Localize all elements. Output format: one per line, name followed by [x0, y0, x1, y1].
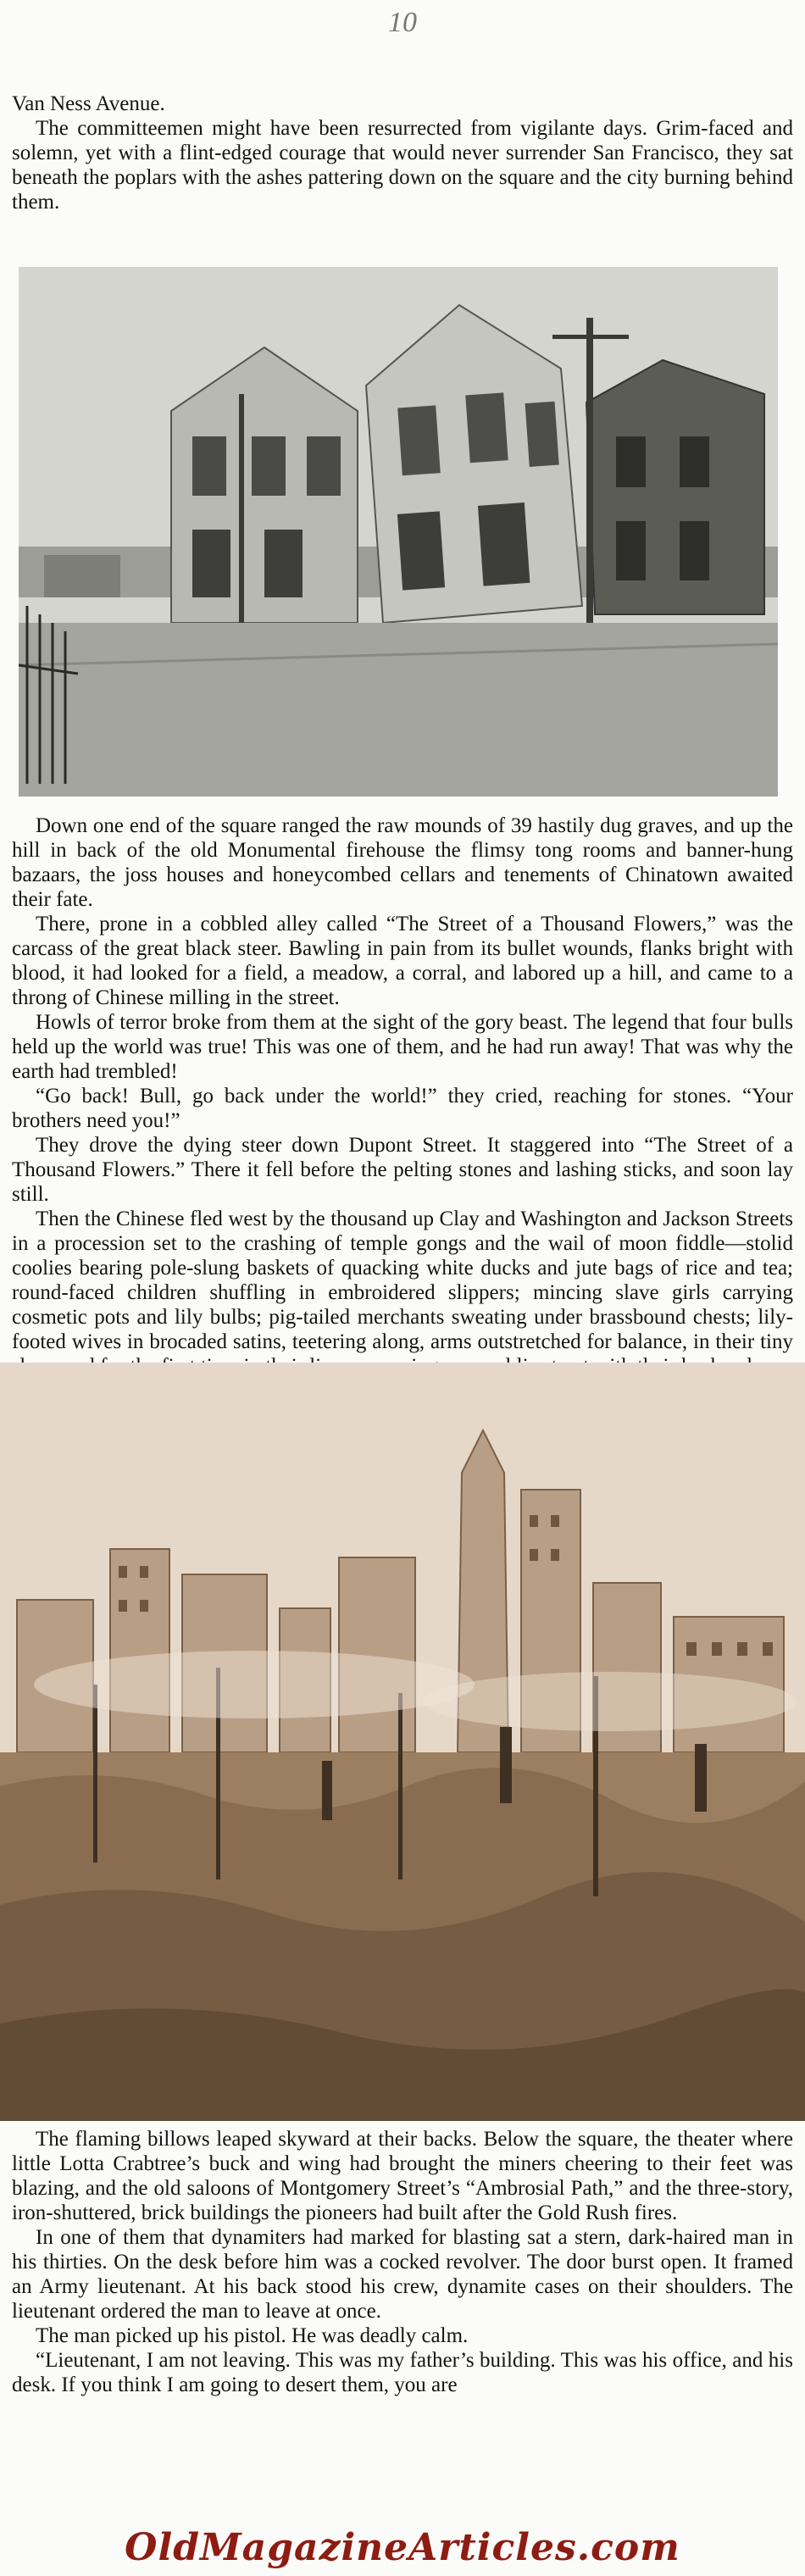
paragraph: The man picked up his pistol. He was deadly calm. — [36, 2324, 469, 2347]
photo-city-ruins — [0, 1363, 805, 2121]
paragraph: They drove the dying steer down Dupont Street. It staggered into “The Street of a Thousand Flowers.” There it fell before the pelting stones and lashing sticks, and soon lay still. — [12, 1134, 793, 1206]
page-number: 10 — [388, 7, 417, 38]
paragraph: Van Ness Avenue. — [12, 92, 165, 115]
paragraph: Down one end of the square ranged the raw mounds of 39 hastily dug graves, and up the hill in back of the old Monumental firehouse the flimsy tong rooms and banner-hung bazaars, the joss houses and honeycombed cellars and tenements of Chinatown awaited their fate. — [12, 814, 793, 911]
text-block-bottom — [12, 2127, 793, 2397]
paragraph: The flaming billows leaped skyward at their backs. Below the square, the theater where little Lotta Crabtree’s buck and wing had brought the miners cheering to their feet was blazing, and the old saloons of Montgomery Street’s “Ambrosial Path,” and the three-story, iron-shuttered, brick buildings the pioneers had built after the Gold Rush fires. — [12, 2128, 793, 2224]
paragraph: In one of them that dynamiters had marked for blasting sat a stern, dark-haired man in his thirties. On the desk before him was a cocked revolver. The door burst open. It framed an Army lieutenant. At his back stood his crew, dynamite cases on their shoulders. The lieutenant ordered the man to leave at once. — [12, 2226, 793, 2323]
tilted-houses-illustration — [19, 267, 778, 797]
paragraph: “Lieutenant, I am not leaving. This was my father’s building. This was his office, and his desk. If you think I am going to desert them, you are — [12, 2349, 793, 2396]
photo-tilted-houses — [19, 267, 778, 797]
paragraph: Then the Chinese fled west by the thousand up Clay and Washington and Jackson Streets in a procession set to the crashing of temple gongs and the wail of moon fiddle—stolid coolies bearing pole-slung baskets of quacking white ducks and jute bags of rice and tea; round-faced children shuffling in embroidered slippers; mincing slave girls carrying cosmetic pots and lily bulbs; pig-tailed merchants sweating under brassbound chests; lily-footed wives in brocaded satins, teetering along, arms outstretched for balance, in their tiny — [12, 1208, 793, 1353]
site-watermark: OldMagazineArticles.com — [125, 2526, 680, 2569]
city-ruins-illustration — [0, 1363, 805, 2121]
paragraph: There, prone in a cobbled alley called “The Street of a Thousand Flowers,” was the carcass of the great black steer. Bawling in pain from its bullet wounds, flanks bright with blood, it had looked for a field, a meadow, a corral, and labored up a hill, and came to a throng of Chinese milling in the street. — [12, 913, 793, 1009]
text-block-middle — [12, 813, 793, 1379]
paragraph: The committeemen might have been resurrected from vigilante days. Grim-faced and solemn, yet with a flint-edged courage that would never surrender San Francisco, they sat beneath the poplars with the ashes pattering down on the square and the city burning behind them. — [12, 117, 793, 214]
text-block-top — [12, 92, 793, 214]
paragraph: Howls of terror broke from them at the sight of the gory beast. The legend that four bulls held up the world was true! This was one of them, and he had run away! That was why the earth had trembled! — [12, 1011, 793, 1083]
paragraph: “Go back! Bull, go back under the world!” they cried, reaching for stones. “Your brothers need you!” — [12, 1085, 793, 1132]
